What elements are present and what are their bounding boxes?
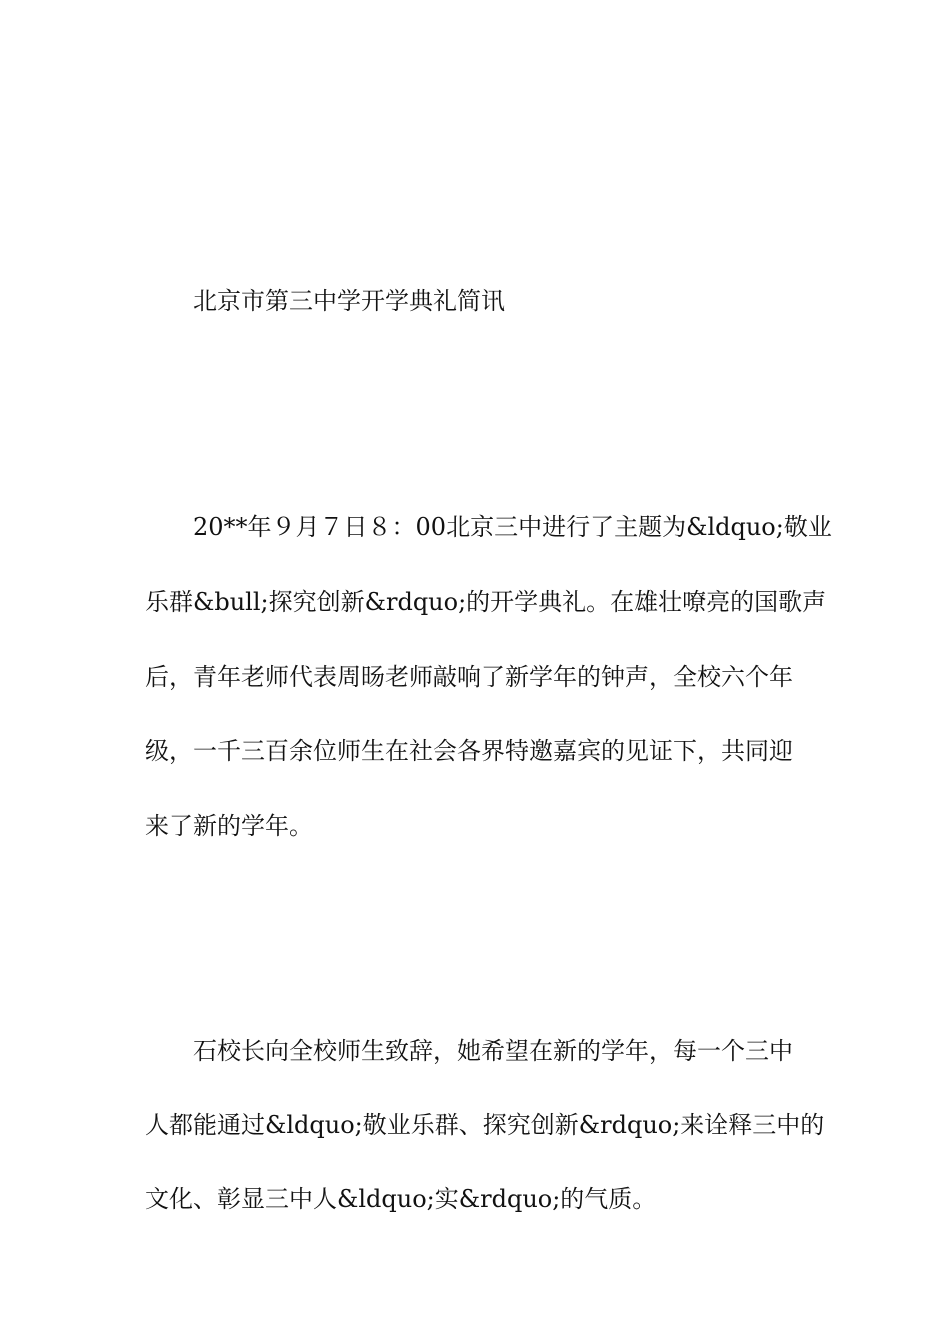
document-title: 北京市第三中学开学典礼简讯 [193, 287, 505, 315]
paragraph-2-line-1: 石校长向全校师生致辞，她希望在新的学年，每一个三中 [193, 1037, 793, 1065]
paragraph-1-line-2: 乐群&bull;探究创新&rdquo;的开学典礼。在雄壮嘹亮的国歌声 [145, 588, 827, 616]
paragraph-2-line-3: 文化、彰显三中人&ldquo;实&rdquo;的气质。 [145, 1185, 657, 1213]
paragraph-1-line-4: 级，一千三百余位师生在社会各界特邀嘉宾的见证下，共同迎 [145, 737, 793, 765]
paragraph-1-line-1: 20**年９月７日８：00北京三中进行了主题为&ldquo;敬业 [193, 513, 832, 541]
paragraph-2-line-2: 人都能通过&ldquo;敬业乐群、探究创新&rdquo;来诠释三中的 [145, 1111, 825, 1139]
paragraph-1-line-3: 后，青年老师代表周旸老师敲响了新学年的钟声，全校六个年 [145, 663, 793, 691]
paragraph-1-line-5: 来了新的学年。 [145, 812, 313, 840]
